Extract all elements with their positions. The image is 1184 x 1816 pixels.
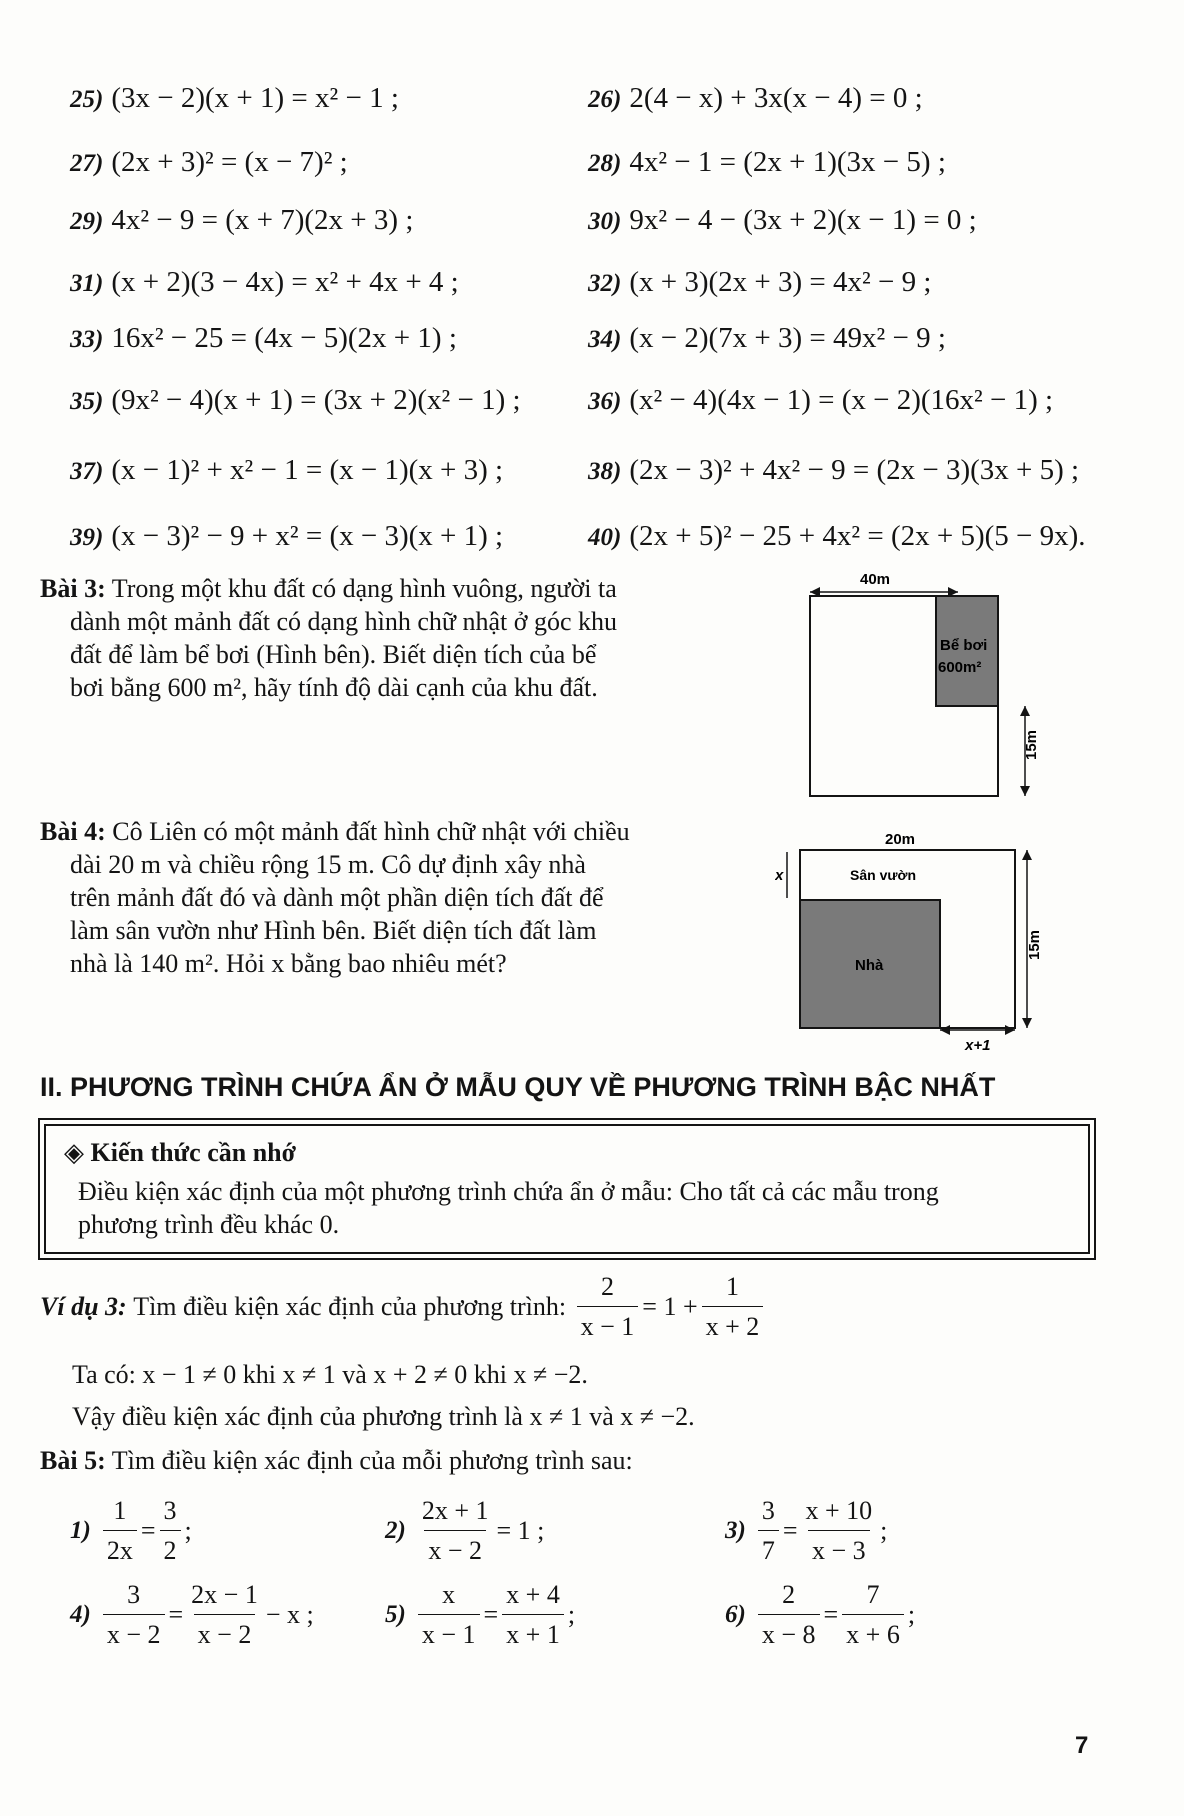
example-3-conclusion: Vậy điều kiện xác định của phương trình là x ≠ 1 và x ≠ −2. — [72, 1402, 695, 1431]
side-label: 15m — [1023, 729, 1040, 760]
exercise-3-label: Bài 3: — [40, 574, 106, 603]
exercise-5-item-1: 1) $\frac{1}{2x}$ = $\frac{3}{2}$ ; — [70, 1496, 192, 1565]
pool-label: Bể bơi — [940, 637, 988, 654]
equation-39: 39) (x − 3)² − 9 + x² = (x − 3)(x + 1) ; — [70, 520, 504, 552]
equation-32: 32) (x + 3)(2x + 3) = 4x² − 9 ; — [588, 266, 932, 298]
equation-25: 25) (3x − 2)(x + 1) = x² − 1 ; — [70, 82, 399, 114]
exercise-5-item-4: 4) $\frac{3}{x - 2}$ = $\frac{2x - 1}{x - 2}$ − x ; — [70, 1580, 314, 1649]
equation-30: 30) 9x² − 4 − (3x + 2)(x − 1) = 0 ; — [588, 204, 977, 236]
exercise-5-item-3: 3) $\frac{3}{7}$ = $\frac{x + 10}{x - 3}$ ; — [725, 1496, 888, 1565]
x-label: x — [775, 867, 784, 884]
garden-label: Sân vườn — [850, 867, 916, 883]
exercise-5: Bài 5: Tìm điều kiện xác định của mỗi phương trình sau: — [40, 1446, 633, 1475]
section-title: II. PHƯƠNG TRÌNH CHỨA ẨN Ở MẪU QUY VỀ PHƯƠNG TRÌNH BẬC NHẤT — [40, 1072, 996, 1102]
equation-26: 26) 2(4 − x) + 3x(x − 4) = 0 ; — [588, 82, 923, 114]
fraction: $\frac{1}{x + 2}$ — [702, 1270, 764, 1343]
exercise-5-item-6: 6) $\frac{2}{x - 8}$ = $\frac{7}{x + 6}$ ; — [725, 1580, 916, 1649]
example-3-step: Ta có: x − 1 ≠ 0 khi x ≠ 1 và x + 2 ≠ 0 khi x ≠ −2. — [72, 1360, 588, 1389]
house-label: Nhà — [855, 957, 884, 974]
house-diagram — [775, 830, 1055, 1055]
knowledge-box-title: ◈ Kiến thức cần nhớ — [64, 1138, 297, 1167]
exercise-4: Bài 4: Cô Liên có một mảnh đất hình chữ nhật với chiều dài 20 m và chiều rộng 15 m. Cô dự định xây nhà trên mảnh đất đó và dành một phần diện tích đất để làm sân vườn như Hình bên. Biết diện tích đất làm nhà là 140 m². Hỏi x bằng bao nhiêu mét? — [40, 817, 630, 978]
equation-28: 28) 4x² − 1 = (2x + 1)(3x − 5) ; — [588, 146, 946, 178]
exercise-5-item-5: 5) $\frac{x}{x - 1}$ = $\frac{x + 4}{x + 1}$ ; — [385, 1580, 576, 1649]
page-number: 7 — [1075, 1732, 1089, 1759]
equation-29: 29) 4x² − 9 = (x + 7)(2x + 3) ; — [70, 204, 414, 236]
exercise-4-label: Bài 4: — [40, 817, 106, 846]
equation-31: 31) (x + 2)(3 − 4x) = x² + 4x + 4 ; — [70, 266, 459, 298]
equation-40: 40) (2x + 5)² − 25 + 4x² = (2x + 5)(5 − 9x). — [588, 520, 1086, 552]
bottom-label: x+1 — [965, 1037, 991, 1054]
knowledge-box: ◈ Kiến thức cần nhớ Điều kiện xác định của một phương trình chứa ẩn ở mẫu: Cho tất cả các mẫu trong phương trình đều khác 0. — [38, 1118, 1096, 1260]
top-label: 40m — [860, 571, 891, 588]
equation-36: 36) (x² − 4)(4x − 1) = (x − 2)(16x² − 1) ; — [588, 384, 1054, 416]
pool-area-label: 600m² — [938, 659, 982, 676]
equation-34: 34) (x − 2)(7x + 3) = 49x² − 9 ; — [588, 322, 946, 354]
side-label: 15m — [1026, 929, 1043, 960]
equation-33: 33) 16x² − 25 = (4x − 5)(2x + 1) ; — [70, 322, 457, 354]
equation-38: 38) (2x − 3)² + 4x² − 9 = (2x − 3)(3x + 5) ; — [588, 454, 1080, 486]
top-label: 20m — [885, 831, 916, 848]
equation-37: 37) (x − 1)² + x² − 1 = (x − 1)(x + 3) ; — [70, 454, 504, 486]
exercise-5-item-2: 2) $\frac{2x + 1}{x - 2}$ = 1 ; — [385, 1496, 545, 1565]
equation-35: 35) (9x² − 4)(x + 1) = (3x + 2)(x² − 1) ; — [70, 384, 521, 416]
fraction: $\frac{2}{x - 1}$ — [577, 1270, 639, 1343]
example-3: Ví dụ 3: Tìm điều kiện xác định của phương trình: $\frac{2}{x - 1}$ = 1 + $\frac{1}{x + 2}$ — [40, 1270, 767, 1343]
exercise-5-label: Bài 5: — [40, 1446, 106, 1475]
pool-diagram — [800, 560, 1050, 810]
example-3-label: Ví dụ 3: — [40, 1292, 127, 1321]
equation-27: 27) (2x + 3)² = (x − 7)² ; — [70, 146, 348, 178]
exercise-3: Bài 3: Trong một khu đất có dạng hình vuông, người ta dành một mảnh đất có dạng hình chữ nhật ở góc khu đất để làm bể bơi (Hình bên). Biết diện tích của bể bơi bằng 600 m², hãy tính độ dài cạnh của khu đất. — [40, 574, 618, 702]
